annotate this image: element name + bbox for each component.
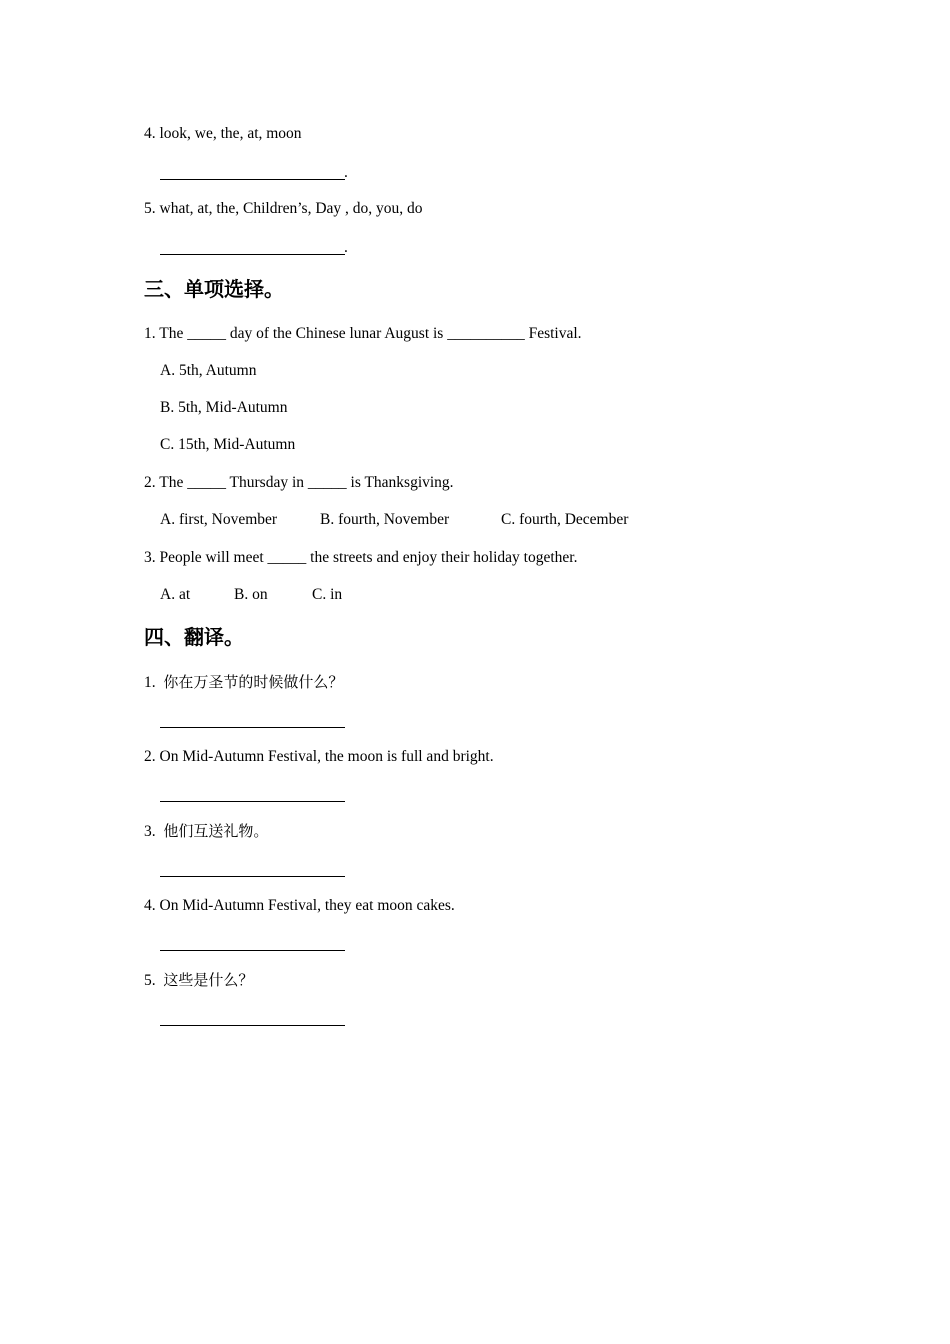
choice-option-1a[interactable]: A. 5th, Autumn: [160, 362, 257, 379]
translate-item-4: [144, 896, 455, 916]
item-number: 4.: [144, 897, 156, 914]
item-number: 2.: [144, 748, 156, 765]
answer-line[interactable]: [160, 179, 345, 180]
answer-line[interactable]: [160, 727, 345, 728]
translate-item-1: [144, 672, 343, 693]
item-text: 这些是什么？: [163, 971, 254, 989]
choice-question-3: 3. People will meet _____ the streets and enjoy their holiday together.: [144, 549, 578, 566]
item-number: 5.: [144, 972, 156, 989]
answer-line[interactable]: [160, 801, 345, 802]
choice-option-1b[interactable]: B. 5th, Mid-Autumn: [160, 399, 288, 416]
item-text: 你在万圣节的时候做什么？: [163, 673, 344, 691]
sentence-period: .: [344, 164, 348, 181]
answer-line[interactable]: [160, 950, 345, 951]
answer-line[interactable]: [160, 254, 345, 255]
item-number: 4.: [144, 125, 156, 142]
choice-question-1: 1. The _____ day of the Chinese lunar August is __________ Festival.: [144, 325, 582, 342]
item-number: 3.: [144, 823, 156, 840]
answer-line[interactable]: [160, 876, 345, 877]
item-words: what, at, the, Children’s, Day , do, you, do: [159, 200, 423, 217]
item-number: 5.: [144, 200, 156, 217]
sentence-period: .: [344, 239, 348, 256]
choice-option-3b[interactable]: B. on: [234, 586, 268, 603]
item-text: 他们互送礼物。: [163, 822, 269, 840]
item-text: On Mid-Autumn Festival, the moon is full and bright.: [159, 748, 494, 765]
translate-item-2: [144, 747, 494, 767]
choice-option-2b[interactable]: B. fourth, November: [320, 511, 450, 528]
item-number: 1.: [144, 674, 156, 691]
item-text: On Mid-Autumn Festival, they eat moon cakes.: [159, 897, 455, 914]
choice-option-3a[interactable]: A. at: [160, 586, 191, 603]
item-words: look, we, the, at, moon: [159, 125, 302, 142]
reorder-item-5: [144, 199, 423, 219]
choice-option-1c[interactable]: C. 15th, Mid-Autumn: [160, 436, 296, 453]
translate-item-5: [144, 970, 253, 991]
choice-option-2a[interactable]: A. first, November: [160, 511, 278, 528]
reorder-item-4: [144, 124, 302, 144]
choice-option-3c[interactable]: C. in: [312, 586, 343, 603]
choice-option-2c[interactable]: C. fourth, December: [501, 511, 629, 528]
choice-question-2: 2. The _____ Thursday in _____ is Thanksgiving.: [144, 474, 454, 491]
answer-line[interactable]: [160, 1025, 345, 1026]
translate-item-3: [144, 821, 268, 842]
section-heading-translate: 四、翻译。: [144, 625, 244, 649]
section-heading-choice: 三、单项选择。: [144, 277, 284, 301]
